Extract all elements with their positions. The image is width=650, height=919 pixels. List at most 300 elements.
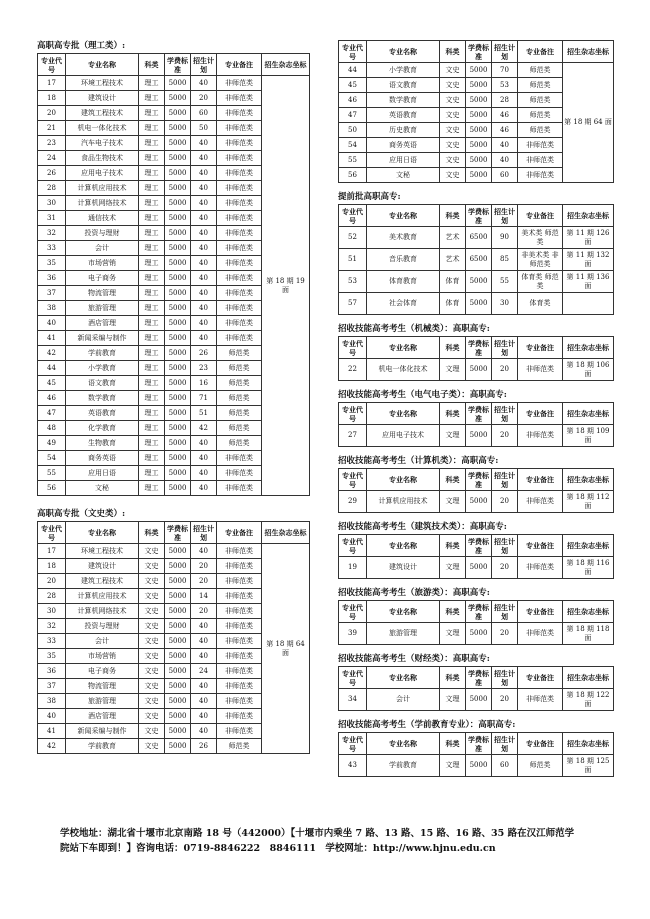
- major-name-cell: 计算机应用技术: [367, 491, 440, 513]
- quota-cell: 26: [191, 346, 217, 361]
- school-contact-footer: [60, 826, 620, 856]
- category-cell: 文史: [139, 709, 165, 724]
- major-code-cell: 32: [38, 226, 66, 241]
- table-row: [339, 689, 614, 711]
- column-header: 招生杂志坐标: [563, 403, 614, 425]
- quota-cell: 40: [191, 136, 217, 151]
- issue-cell: 第 18 期 116 面: [563, 557, 614, 579]
- major-name-cell: 学前教育: [367, 755, 440, 777]
- tuition-cell: 5000: [165, 436, 191, 451]
- major-code-cell: 57: [339, 293, 367, 315]
- category-cell: 理工: [139, 301, 165, 316]
- major-code-cell: 48: [38, 421, 66, 436]
- major-code-cell: 38: [38, 694, 66, 709]
- left-column: [37, 40, 310, 754]
- category-cell: 理工: [139, 481, 165, 496]
- tuition-cell: 5000: [165, 574, 191, 589]
- section-title: 招收技能高考考生（学前教育专业）：高职高专:: [338, 720, 516, 730]
- quota-cell: 40: [191, 331, 217, 346]
- tuition-cell: 5000: [165, 634, 191, 649]
- remark-cell: 非师范类: [217, 649, 262, 664]
- major-name-cell: 机电一体化技术: [66, 121, 139, 136]
- remark-cell: 非师范类: [217, 76, 262, 91]
- major-name-cell: 数学教育: [367, 93, 440, 108]
- column-header: 招生杂志坐标: [563, 469, 614, 491]
- table-header-row: [339, 403, 614, 425]
- major-code-cell: 47: [38, 406, 66, 421]
- major-code-cell: 18: [38, 559, 66, 574]
- column-header: 招生杂志坐标: [563, 535, 614, 557]
- remark-cell: 体育类: [518, 293, 563, 315]
- remark-cell: 非师范类: [217, 679, 262, 694]
- remark-cell: 非师范类: [217, 664, 262, 679]
- major-code-cell: 54: [38, 451, 66, 466]
- admission-table-preschool: [338, 732, 614, 777]
- column-header: 专业备注: [518, 205, 563, 227]
- column-header: 科类: [440, 667, 466, 689]
- column-header: 专业名称: [367, 601, 440, 623]
- major-name-cell: 小学教育: [367, 63, 440, 78]
- category-cell: 文史: [139, 589, 165, 604]
- column-header: 专业备注: [217, 54, 262, 76]
- quota-cell: 40: [191, 271, 217, 286]
- remark-cell: 非师范类: [217, 106, 262, 121]
- remark-cell: 非师范类: [217, 559, 262, 574]
- column-header: 招生计划: [492, 205, 518, 227]
- admission-table-construction: [338, 534, 614, 579]
- column-header: 专业备注: [217, 522, 262, 544]
- quota-cell: 50: [191, 121, 217, 136]
- tuition-cell: 5000: [466, 491, 492, 513]
- admission-table-liberal-arts: [37, 521, 310, 754]
- section-title: 招收技能高考考生（旅游类）：高职高专:: [338, 588, 490, 598]
- section-title: 招收技能高考考生（机械类）：高职高专:: [338, 324, 490, 334]
- quota-cell: 40: [492, 153, 518, 168]
- tuition-cell: 5000: [165, 331, 191, 346]
- category-cell: 文史: [440, 93, 466, 108]
- quota-cell: 42: [191, 421, 217, 436]
- major-name-cell: 数学教育: [66, 391, 139, 406]
- tuition-cell: 5000: [165, 256, 191, 271]
- issue-cell: 第 18 期 122 面: [563, 689, 614, 711]
- quota-cell: 40: [191, 286, 217, 301]
- category-cell: 文史: [139, 649, 165, 664]
- category-cell: 理工: [139, 181, 165, 196]
- major-name-cell: 电子商务: [66, 271, 139, 286]
- table-header-row: [38, 522, 310, 544]
- column-header: 专业名称: [367, 205, 440, 227]
- column-header: 招生杂志坐标: [563, 667, 614, 689]
- category-cell: 体育: [440, 293, 466, 315]
- quota-cell: 40: [191, 151, 217, 166]
- table-row: [339, 425, 614, 447]
- major-code-cell: 42: [38, 346, 66, 361]
- major-code-cell: 54: [339, 138, 367, 153]
- column-header: 专业代号: [339, 205, 367, 227]
- tuition-cell: 5000: [466, 359, 492, 381]
- column-header: 学费标准: [165, 522, 191, 544]
- remark-cell: 师范类: [217, 346, 262, 361]
- column-header: 专业备注: [518, 601, 563, 623]
- category-cell: 文理: [440, 755, 466, 777]
- remark-cell: 非师范类: [518, 623, 563, 645]
- tuition-cell: 5000: [165, 136, 191, 151]
- major-code-cell: 22: [339, 359, 367, 381]
- tuition-cell: 5000: [165, 166, 191, 181]
- column-header: 专业备注: [518, 403, 563, 425]
- column-header: 学费标准: [466, 535, 492, 557]
- table-row: [339, 557, 614, 579]
- major-code-cell: 26: [38, 166, 66, 181]
- column-header: 专业代号: [339, 667, 367, 689]
- remark-cell: 非师范类: [217, 196, 262, 211]
- remark-cell: 非师范类: [518, 168, 563, 183]
- major-code-cell: 35: [38, 649, 66, 664]
- remark-cell: 非美术类 非师范类: [518, 249, 563, 271]
- column-header: 专业备注: [518, 41, 563, 63]
- remark-cell: 非师范类: [217, 121, 262, 136]
- category-cell: 文理: [440, 557, 466, 579]
- quota-cell: 20: [191, 574, 217, 589]
- major-name-cell: 音乐教育: [367, 249, 440, 271]
- tuition-cell: 5000: [165, 724, 191, 739]
- issue-cell: 第 18 期 19 面: [262, 76, 310, 496]
- quota-cell: 46: [492, 123, 518, 138]
- remark-cell: 非师范类: [518, 557, 563, 579]
- table-row: [339, 623, 614, 645]
- quota-cell: 40: [492, 138, 518, 153]
- quota-cell: 40: [191, 301, 217, 316]
- remark-cell: 非师范类: [518, 138, 563, 153]
- quota-cell: 40: [191, 634, 217, 649]
- major-code-cell: 21: [38, 121, 66, 136]
- category-cell: 理工: [139, 346, 165, 361]
- column-header: 招生杂志坐标: [563, 41, 614, 63]
- major-code-cell: 20: [38, 574, 66, 589]
- remark-cell: 非师范类: [217, 136, 262, 151]
- remark-cell: 非师范类: [217, 301, 262, 316]
- quota-cell: 40: [191, 166, 217, 181]
- major-code-cell: 38: [38, 301, 66, 316]
- category-cell: 文史: [139, 664, 165, 679]
- admission-table-tourism: [338, 600, 614, 645]
- category-cell: 文史: [440, 123, 466, 138]
- major-name-cell: 计算机应用技术: [66, 181, 139, 196]
- category-cell: 理工: [139, 226, 165, 241]
- quota-cell: 46: [492, 108, 518, 123]
- remark-cell: 非师范类: [217, 634, 262, 649]
- major-code-cell: 30: [38, 604, 66, 619]
- remark-cell: 非师范类: [217, 589, 262, 604]
- major-code-cell: 30: [38, 196, 66, 211]
- category-cell: 文理: [440, 425, 466, 447]
- category-cell: 文史: [139, 604, 165, 619]
- remark-cell: 非师范类: [217, 709, 262, 724]
- remark-cell: 非师范类: [518, 689, 563, 711]
- category-cell: 艺术: [440, 227, 466, 249]
- column-header: 学费标准: [466, 337, 492, 359]
- category-cell: 文史: [139, 679, 165, 694]
- major-code-cell: 42: [38, 739, 66, 754]
- section-title: 提前批高职高专:: [338, 192, 401, 202]
- admission-table-finance: [338, 666, 614, 711]
- issue-cell: 第 18 期 112 面: [563, 491, 614, 513]
- category-cell: 文理: [440, 689, 466, 711]
- address-line: 学校地址：湖北省十堰市北京南路 18 号（442000）【十堰市内乘坐 7 路、13 路、15 路、16 路、35 路在汉江师范学: [60, 828, 575, 839]
- column-header: 学费标准: [165, 54, 191, 76]
- issue-cell: 第 18 期 64 面: [262, 544, 310, 754]
- major-name-cell: 体育教育: [367, 271, 440, 293]
- tuition-cell: 5000: [165, 241, 191, 256]
- remark-cell: 师范类: [518, 93, 563, 108]
- quota-cell: 40: [191, 436, 217, 451]
- tuition-cell: 5000: [165, 679, 191, 694]
- column-header: 专业备注: [518, 733, 563, 755]
- tuition-cell: 5000: [165, 559, 191, 574]
- major-name-cell: 小学教育: [66, 361, 139, 376]
- column-header: 招生杂志坐标: [563, 601, 614, 623]
- quota-cell: 20: [492, 557, 518, 579]
- major-code-cell: 55: [38, 466, 66, 481]
- major-name-cell: 投资与理财: [66, 226, 139, 241]
- category-cell: 理工: [139, 256, 165, 271]
- tuition-cell: 5000: [165, 589, 191, 604]
- issue-cell: 第 18 期 64 面: [563, 63, 614, 183]
- tuition-cell: 5000: [165, 709, 191, 724]
- remark-cell: 非师范类: [217, 91, 262, 106]
- major-code-cell: 51: [339, 249, 367, 271]
- column-header: 科类: [440, 403, 466, 425]
- remark-cell: 非师范类: [217, 331, 262, 346]
- category-cell: 文史: [440, 108, 466, 123]
- remark-cell: 非师范类: [518, 425, 563, 447]
- major-code-cell: 41: [38, 331, 66, 346]
- major-code-cell: 40: [38, 316, 66, 331]
- column-header: 招生杂志坐标: [563, 205, 614, 227]
- category-cell: 文史: [139, 559, 165, 574]
- major-name-cell: 电子商务: [66, 664, 139, 679]
- table-header-row: [339, 337, 614, 359]
- quota-cell: 40: [191, 196, 217, 211]
- major-code-cell: 36: [38, 271, 66, 286]
- section-title: 高职高专批（文史类）:: [37, 509, 126, 519]
- major-name-cell: 物流管理: [66, 286, 139, 301]
- remark-cell: 非师范类: [217, 451, 262, 466]
- column-header: 招生计划: [492, 469, 518, 491]
- issue-cell: 第 18 期 125 面: [563, 755, 614, 777]
- major-name-cell: 通信技术: [66, 211, 139, 226]
- admission-table-electric: [338, 402, 614, 447]
- quota-cell: 40: [191, 709, 217, 724]
- remark-cell: 非师范类: [217, 256, 262, 271]
- category-cell: 文史: [139, 739, 165, 754]
- column-header: 招生计划: [492, 667, 518, 689]
- major-name-cell: 新闻采编与制作: [66, 724, 139, 739]
- tuition-cell: 5000: [466, 623, 492, 645]
- quota-cell: 71: [191, 391, 217, 406]
- quota-cell: 20: [191, 604, 217, 619]
- tuition-cell: 5000: [165, 466, 191, 481]
- quota-cell: 51: [191, 406, 217, 421]
- tuition-cell: 5000: [165, 76, 191, 91]
- major-code-cell: 37: [38, 286, 66, 301]
- major-code-cell: 28: [38, 181, 66, 196]
- remark-cell: 体育类 师范类: [518, 271, 563, 293]
- column-header: 专业备注: [518, 535, 563, 557]
- remark-cell: 非师范类: [217, 574, 262, 589]
- major-code-cell: 18: [38, 91, 66, 106]
- category-cell: 理工: [139, 76, 165, 91]
- remark-cell: 师范类: [217, 436, 262, 451]
- major-name-cell: 英语教育: [367, 108, 440, 123]
- column-header: 招生计划: [191, 54, 217, 76]
- major-code-cell: 52: [339, 227, 367, 249]
- major-name-cell: 汽车电子技术: [66, 136, 139, 151]
- section-title: 招收技能高考考生（电气电子类）：高职高专:: [338, 390, 507, 400]
- issue-cell: 第 11 期 126 面: [563, 227, 614, 249]
- category-cell: 理工: [139, 316, 165, 331]
- remark-cell: 美术类 师范类: [518, 227, 563, 249]
- category-cell: 理工: [139, 406, 165, 421]
- major-code-cell: 35: [38, 256, 66, 271]
- table-row: [339, 63, 614, 78]
- remark-cell: 非师范类: [217, 724, 262, 739]
- quota-cell: 40: [191, 256, 217, 271]
- major-code-cell: 28: [38, 589, 66, 604]
- major-name-cell: 建筑设计: [367, 557, 440, 579]
- column-header: 专业代号: [339, 535, 367, 557]
- issue-cell: 第 18 期 106 面: [563, 359, 614, 381]
- column-header: 专业代号: [339, 601, 367, 623]
- major-name-cell: 英语教育: [66, 406, 139, 421]
- quota-cell: 40: [191, 619, 217, 634]
- table-row: [38, 544, 310, 559]
- tuition-cell: 5000: [165, 451, 191, 466]
- major-code-cell: 19: [339, 557, 367, 579]
- tuition-cell: 5000: [466, 153, 492, 168]
- admission-table-liberal-arts-cont: [338, 40, 614, 183]
- tuition-cell: 5000: [165, 406, 191, 421]
- major-name-cell: 建筑工程技术: [66, 106, 139, 121]
- quota-cell: 40: [191, 724, 217, 739]
- quota-cell: 20: [492, 623, 518, 645]
- major-code-cell: 27: [339, 425, 367, 447]
- remark-cell: 非师范类: [217, 466, 262, 481]
- column-header: 学费标准: [466, 667, 492, 689]
- quota-cell: 40: [191, 241, 217, 256]
- table-header-row: [38, 54, 310, 76]
- table-row: [339, 755, 614, 777]
- quota-cell: 55: [492, 271, 518, 293]
- major-code-cell: 17: [38, 544, 66, 559]
- quota-cell: 40: [191, 649, 217, 664]
- major-name-cell: 酒店管理: [66, 709, 139, 724]
- column-header: 科类: [440, 469, 466, 491]
- major-name-cell: 物流管理: [66, 679, 139, 694]
- column-header: 学费标准: [466, 601, 492, 623]
- remark-cell: 非师范类: [217, 481, 262, 496]
- column-header: 专业名称: [367, 403, 440, 425]
- column-header: 招生计划: [492, 601, 518, 623]
- category-cell: 理工: [139, 286, 165, 301]
- column-header: 科类: [139, 54, 165, 76]
- admission-table-science: [37, 53, 310, 496]
- major-name-cell: 商务英语: [367, 138, 440, 153]
- remark-cell: 非师范类: [518, 153, 563, 168]
- quota-cell: 20: [492, 359, 518, 381]
- tuition-cell: 5000: [165, 151, 191, 166]
- major-name-cell: 应用电子技术: [367, 425, 440, 447]
- major-code-cell: 56: [38, 481, 66, 496]
- major-code-cell: 43: [339, 755, 367, 777]
- major-name-cell: 应用日语: [367, 153, 440, 168]
- tuition-cell: 5000: [165, 271, 191, 286]
- category-cell: 理工: [139, 196, 165, 211]
- tuition-cell: 5000: [165, 481, 191, 496]
- remark-cell: 非师范类: [217, 316, 262, 331]
- column-header: 学费标准: [466, 469, 492, 491]
- major-name-cell: 酒店管理: [66, 316, 139, 331]
- table-header-row: [339, 469, 614, 491]
- category-cell: 文史: [139, 574, 165, 589]
- remark-cell: 师范类: [217, 406, 262, 421]
- tuition-cell: 5000: [466, 689, 492, 711]
- column-header: 招生计划: [492, 403, 518, 425]
- major-code-cell: 36: [38, 664, 66, 679]
- category-cell: 文史: [139, 694, 165, 709]
- table-row: [339, 359, 614, 381]
- tuition-cell: 5000: [466, 271, 492, 293]
- quota-cell: 70: [492, 63, 518, 78]
- table-header-row: [339, 733, 614, 755]
- major-name-cell: 历史教育: [367, 123, 440, 138]
- column-header: 专业代号: [38, 522, 66, 544]
- tuition-cell: 5000: [165, 421, 191, 436]
- quota-cell: 60: [492, 168, 518, 183]
- issue-cell: 第 18 期 118 面: [563, 623, 614, 645]
- tuition-cell: 5000: [165, 91, 191, 106]
- major-code-cell: 34: [339, 689, 367, 711]
- column-header: 专业名称: [367, 337, 440, 359]
- column-header: 专业备注: [518, 469, 563, 491]
- right-column: [338, 40, 614, 777]
- remark-cell: 师范类: [217, 739, 262, 754]
- remark-cell: 师范类: [217, 391, 262, 406]
- tuition-cell: 5000: [165, 226, 191, 241]
- contact-line: 院站下车即到！】咨询电话：0719-8846222 8846111 学校网址：http://www.hjnu.edu.cn: [60, 843, 496, 854]
- tuition-cell: 5000: [165, 196, 191, 211]
- column-header: 招生杂志坐标: [262, 54, 310, 76]
- table-header-row: [339, 41, 614, 63]
- major-code-cell: 39: [339, 623, 367, 645]
- column-header: 专业名称: [367, 733, 440, 755]
- tuition-cell: 5000: [165, 316, 191, 331]
- remark-cell: 非师范类: [217, 286, 262, 301]
- major-name-cell: 语文教育: [66, 376, 139, 391]
- quota-cell: 40: [191, 451, 217, 466]
- quota-cell: 20: [191, 91, 217, 106]
- section-title: 招收技能高考考生（建筑技术类）：高职高专:: [338, 522, 507, 532]
- remark-cell: 非师范类: [217, 619, 262, 634]
- tuition-cell: 5000: [466, 78, 492, 93]
- admission-table-early: [338, 204, 614, 315]
- quota-cell: 16: [191, 376, 217, 391]
- category-cell: 艺术: [440, 249, 466, 271]
- column-header: 招生计划: [191, 522, 217, 544]
- tuition-cell: 5000: [165, 544, 191, 559]
- quota-cell: 40: [191, 181, 217, 196]
- quota-cell: 40: [191, 211, 217, 226]
